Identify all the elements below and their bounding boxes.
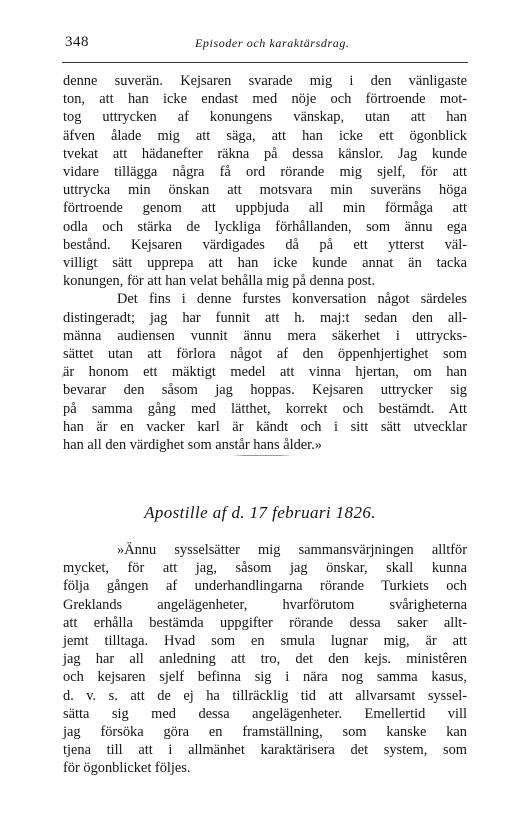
text-line: är honom ett mäktigt medel att vinna hjertan, om han: [63, 364, 467, 381]
text-line: äfven ålade mig att säga, att han icke ett ögonblick: [63, 127, 467, 144]
text-line: konungen, för att han velat behålla mig på denna post.: [63, 273, 376, 290]
text-line: tvekat att hädanefter räkna på dessa känslor. Jag kunde: [63, 145, 467, 162]
text-line: han all den värdighet som anstår hans ålder.»: [63, 437, 322, 454]
text-line: följa gången af underhandlingarna rörande Turkiets och: [63, 578, 467, 595]
text-line: och kejsaren sjelf befinna sig i nära nog samma kasus,: [63, 669, 467, 686]
section-heading: Apostille af d. 17 februari 1826.: [144, 503, 376, 522]
text-line: jag har all anledning att tro, det den kejs. ministêren: [63, 651, 467, 668]
text-line: bestånd. Kejsaren värdigades då på ett ytterst väl-: [63, 236, 467, 253]
text-line: distingeradt; jag har funnit att h. maj:t sedan den all-: [63, 309, 467, 326]
text-line: mycket, för att jag, såsom jag önskar, skall kunna: [63, 560, 467, 577]
text-line: jag försöka göra en framställning, som kanske kan: [63, 724, 467, 741]
text-line: »Ännu sysselsätter mig sammansvärjningen alltför: [117, 542, 467, 558]
text-line: sättet utan att förlora något af den öppenhjertighet som: [63, 346, 467, 363]
text-line: villigt sätt upprepa att han icke kunde annat än tacka: [63, 255, 467, 272]
page-number: 348: [65, 34, 89, 50]
text-line: uttrycka min önskan att motsvara min suveräns höga: [63, 182, 467, 199]
running-head: Episoder och karaktärsdrag.: [195, 36, 350, 50]
text-block-upper: [63, 72, 467, 454]
text-line: tog uttrycken af konungens vänskap, utan att han: [63, 109, 467, 126]
text-line: denne suverän. Kejsaren svarade mig i den vänligaste: [63, 73, 467, 89]
text-line: att erhålla bestämda uppgifter rörande dessa saker allt-: [63, 614, 467, 631]
text-line: på samma gång med lätthet, korrekt och bestämdt. Att: [63, 400, 467, 417]
text-line: han är en vacker karl är kändt och i sitt sätt utvecklar: [63, 418, 467, 435]
text-line: Det fins i denne furstes konversation något särdeles: [117, 291, 467, 308]
stray-mark: ': [62, 374, 64, 385]
text-line: männa audiensen vunnit ännu mera säkerhet i uttrycks-: [63, 327, 467, 344]
text-line: jemt tilltaga. Hvad som en smula lugnar mig, är att: [63, 633, 467, 650]
text-block-lower: [63, 541, 467, 778]
section-separator: [232, 455, 292, 456]
text-line: ton, att han icke endast med nöje och förtroende mot-: [63, 91, 467, 108]
text-line: sätta sig med dessa angelägenheter. Emellertid vill: [63, 705, 467, 722]
header-rule: [62, 62, 468, 63]
text-line: vidare tillägga några få ord rörande mig sjelf, för att: [63, 164, 467, 181]
text-line: förtroende genom att uppbjuda all min förmåga att: [63, 200, 467, 217]
text-line: odla och stärka de lyckliga förhållanden, som ännu ega: [63, 218, 467, 235]
text-line: d. v. s. att de ej ha tillräcklig tid att allvarsamt syssel-: [63, 687, 467, 704]
text-line: Greklands angelägenheter, hvarförutom svårigheterna: [63, 596, 467, 613]
text-line: bevarar den såsom jag hoppas. Kejsaren uttrycker sig: [63, 382, 467, 399]
text-line: för ögonblicket följes.: [63, 760, 191, 777]
text-line: tjena till att i allmänhet karaktärisera det system, som: [63, 742, 467, 759]
